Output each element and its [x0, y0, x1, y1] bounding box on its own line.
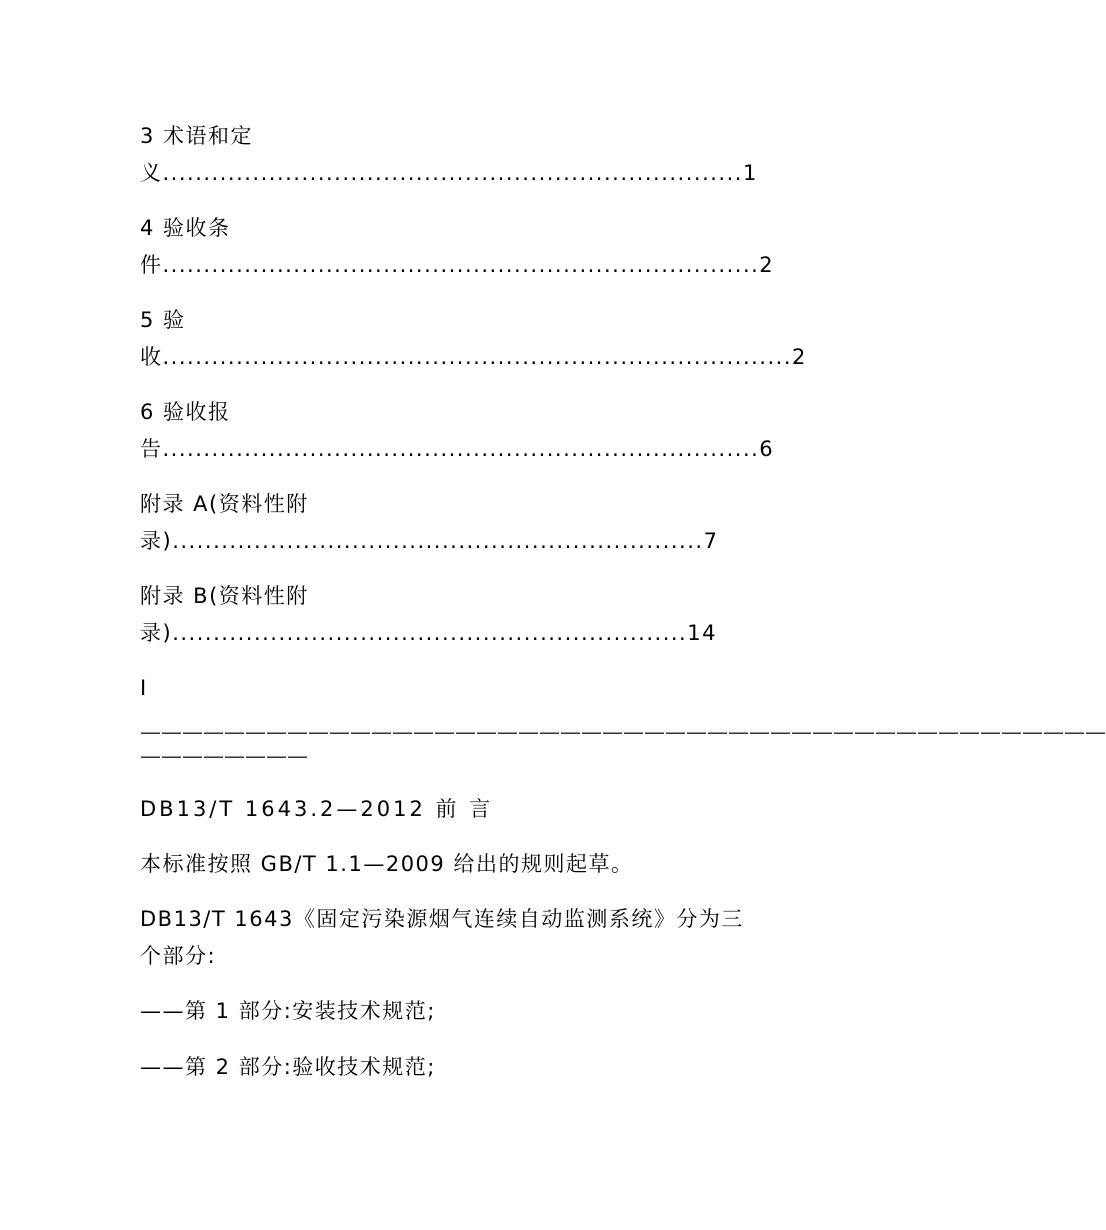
toc-entry-3-title: 3 术语和定	[140, 124, 254, 148]
foreword-heading: DB13/T 1643.2—2012 前 言	[140, 797, 494, 821]
toc-entry-6-title: 6 验收报	[140, 400, 231, 424]
toc-entry-6-leader: 告.........................................................................6	[140, 437, 775, 461]
paragraph-standard-parts-continued: 个部分:	[140, 944, 217, 968]
toc-entry-5-title: 5 验	[140, 308, 186, 332]
toc-entry-5-leader: 收.............................................................................2	[140, 345, 807, 369]
separator-line-continued: ————————	[140, 744, 308, 768]
separator-line: ——————————————————————————————————————————————	[140, 720, 1106, 744]
toc-entry-4-leader: 件.........................................................................2	[140, 253, 775, 277]
paragraph-drafting-rule: 本标准按照 GB/T 1.1—2009 给出的规则起草。	[140, 852, 634, 876]
toc-appendix-a-title: 附录 A(资料性附	[140, 492, 309, 516]
toc-appendix-a-leader: 录).................................................................7	[140, 529, 719, 553]
toc-entry-3-leader: 义.......................................................................1	[140, 161, 758, 185]
toc-appendix-b-leader: 录)...............................................................14	[140, 621, 717, 645]
paragraph-standard-parts: DB13/T 1643《固定污染源烟气连续自动监测系统》分为三	[140, 907, 744, 931]
toc-entry-4-title: 4 验收条	[140, 216, 231, 240]
page-number: I	[140, 676, 148, 700]
list-item-part-2: ——第 2 部分:验收技术规范;	[140, 1055, 436, 1079]
list-item-part-1: ——第 1 部分:安装技术规范;	[140, 999, 436, 1023]
toc-appendix-b-title: 附录 B(资料性附	[140, 584, 309, 608]
